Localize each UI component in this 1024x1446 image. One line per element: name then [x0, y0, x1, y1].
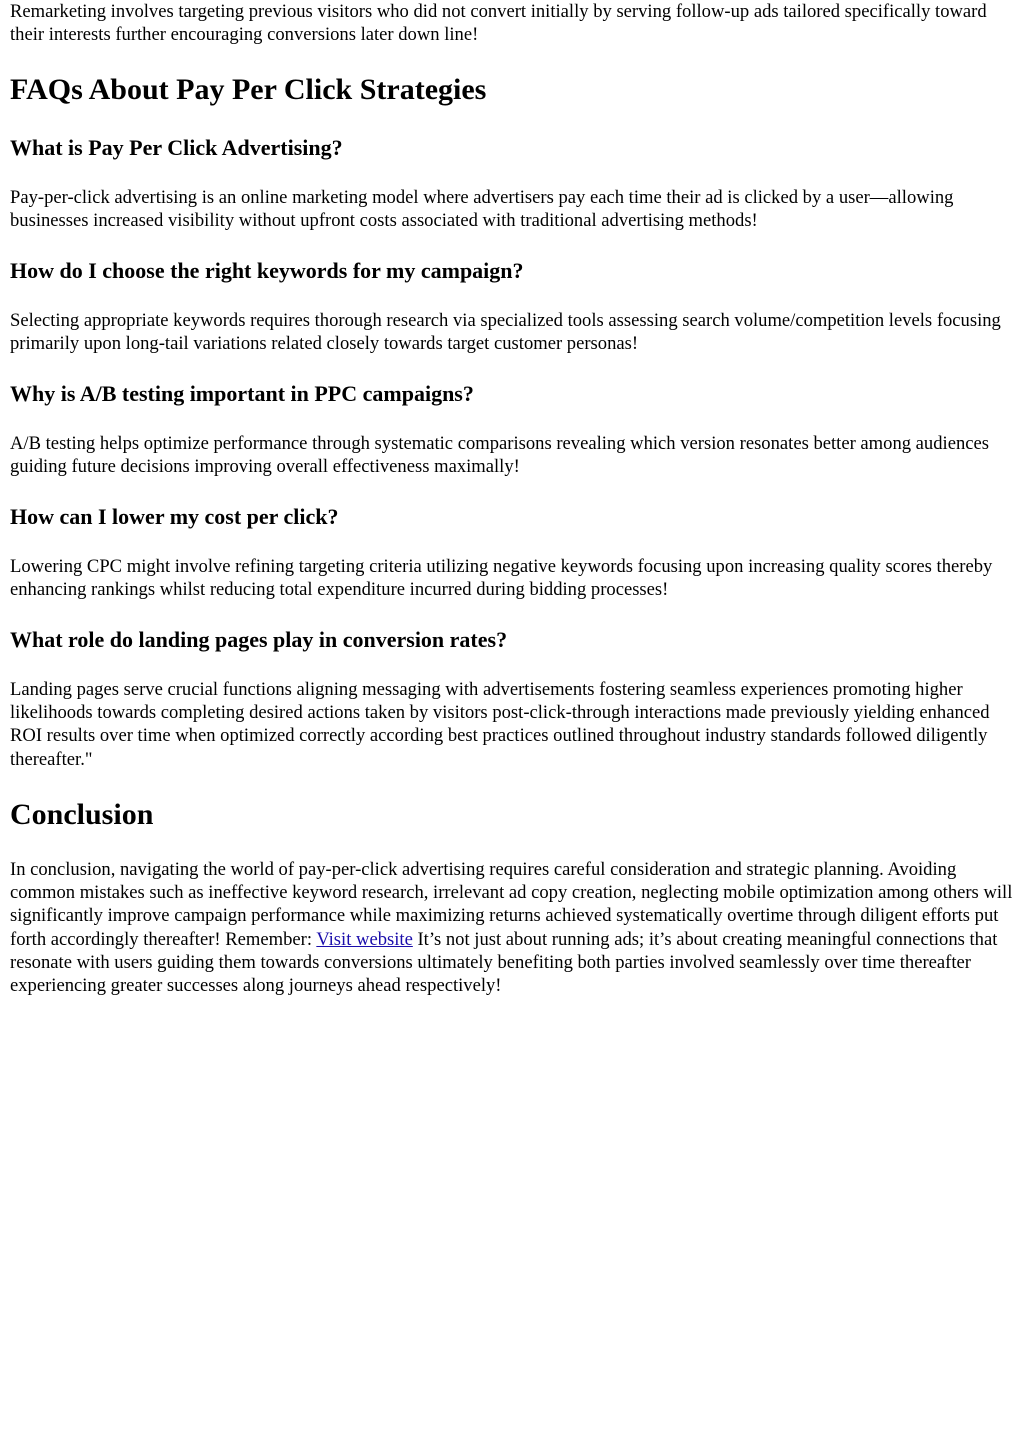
faq-answer-3: A/B testing helps optimize performance through systematic comparisons revealing which version resonates better among audiences guiding future decisions improving overall effectiveness maximally! [10, 433, 989, 478]
conclusion-paragraph [10, 858, 1014, 997]
conclusion-heading: Conclusion [10, 798, 154, 831]
faq-question-1: What is Pay Per Click Advertising? [10, 135, 343, 160]
faq-section-heading: FAQs About Pay Per Click Strategies [10, 73, 487, 106]
faq-answer-5: Landing pages serve crucial functions aligning messaging with advertisements fostering seamless experiences promoting higher likelihoods towards completing desired actions taken by visitors post-click-through interactions made previously yielding enhanced ROI results over time when optimized correctly according best practices outlined throughout industry standards followed diligently thereafter." [10, 679, 990, 770]
intro-paragraph: Remarketing involves targeting previous visitors who did not convert initially by serving follow-up ads tailored specifically toward their interests further encouraging conversions later down line! [10, 1, 987, 46]
faq-question-2: How do I choose the right keywords for my campaign? [10, 258, 524, 283]
faq-question-4: How can I lower my cost per click? [10, 504, 339, 529]
faq-answer-1: Pay-per-click advertising is an online marketing model where advertisers pay each time their ad is clicked by a user—allowing businesses increased visibility without upfront costs associated with traditional advertising methods! [10, 187, 954, 232]
visit-website-link[interactable]: Visit website [316, 928, 413, 950]
faq-answer-2: Selecting appropriate keywords requires thorough research via specialized tools assessing search volume/competition levels focusing primarily upon long-tail variations related closely towards target customer personas! [10, 310, 1001, 355]
conclusion-text-before: In conclusion, navigating the world of pay-per-click advertising requires careful consideration and strategic planning. Avoiding common mistakes such as ineffective keyword research, irrelevant ad copy creation, neglecting mobile optimization among others will significantly improve campaign performance while maximizing returns achieved systematically overtime through diligent efforts put forth accordingly thereafter! Remember: [10, 859, 1013, 950]
conclusion-text-after: It’s not just about running ads; it’s about creating meaningful connections that resonate with users guiding them towards conversions ultimately benefiting both parties involved seamlessly over time thereafter experiencing greater successes along journeys ahead respectively! [10, 928, 998, 997]
faq-question-3: Why is A/B testing important in PPC campaigns? [10, 381, 474, 406]
faq-question-5: What role do landing pages play in conversion rates? [10, 627, 508, 652]
faq-answer-4: Lowering CPC might involve refining targeting criteria utilizing negative keywords focusing upon increasing quality scores thereby enhancing rankings whilst reducing total expenditure incurred during bidding processes! [10, 556, 993, 601]
